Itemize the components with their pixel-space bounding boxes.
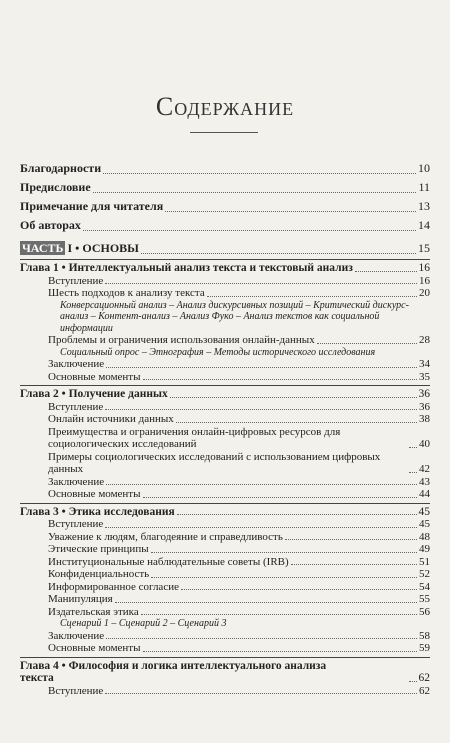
table-of-contents <box>20 160 430 697</box>
toc-section[interactable]: Преимущества и ограничения онлайн-цифровых ресурсов для социологических исследований 40 <box>48 425 430 450</box>
toc-section[interactable]: Шесть подходов к анализу текста 20 <box>48 287 430 299</box>
toc-section[interactable]: Издательская этика 56 <box>48 605 430 618</box>
toc-section[interactable]: Информированное согласие 54 <box>48 580 430 593</box>
toc-section[interactable]: Основные моменты 35 <box>48 370 430 383</box>
separator <box>20 385 430 386</box>
toc-subtopics: Сценарий 1 – Сценарий 2 – Сценарий 3 <box>60 618 227 629</box>
toc-section[interactable]: Онлайн источники данных 38 <box>48 413 430 425</box>
toc-section[interactable]: Вступление 45 <box>48 518 430 530</box>
toc-part-1[interactable]: ЧАСТЬ I • ОСНОВЫ 15 <box>22 241 430 255</box>
toc-section[interactable]: Манипуляция 55 <box>48 593 430 605</box>
toc-entry-about-authors[interactable]: Об авторах 14 <box>20 218 430 232</box>
toc-section[interactable]: Вступление 16 <box>48 274 430 287</box>
toc-chapter-1[interactable]: Глава 1 • Интеллектуальный анализ текста и текстовый анализ 16 <box>20 262 430 274</box>
toc-chapter-4[interactable]: Глава 4 • Философия и логика интеллектуального анализа текста 62 <box>20 659 430 684</box>
separator <box>20 657 430 658</box>
toc-section[interactable]: Основные моменты 44 <box>48 488 430 500</box>
separator <box>20 259 430 260</box>
toc-section[interactable]: Вступление 36 <box>48 400 430 413</box>
toc-section[interactable]: Конфиденциальность 52 <box>48 568 430 580</box>
toc-section[interactable]: Заключение 43 <box>48 475 430 488</box>
toc-subtopics: Конверсационный анализ – Анализ дискурсивных позиций – Критический дискурс-анализ – Контент-анализ – Анализ Фуко – Анализ текстов как социальной информации <box>60 299 409 334</box>
toc-subtopics: Социальный опрос – Этнография – Методы исторического исследования <box>60 346 376 358</box>
toc-entry-acknowledgements[interactable]: Благодарности 10 <box>20 161 430 175</box>
toc-section[interactable]: Основные моменты 59 <box>48 642 430 654</box>
title-rule <box>190 132 258 133</box>
toc-chapter-2[interactable]: Глава 2 • Получение данных 36 <box>20 388 430 400</box>
part-label: ЧАСТЬ <box>22 241 64 255</box>
separator <box>20 503 430 504</box>
toc-section[interactable]: Этические принципы 49 <box>48 543 430 555</box>
toc-section[interactable]: Примеры социологических исследований с использованием цифровых данных 42 <box>48 450 430 475</box>
toc-section[interactable]: Институциональные наблюдательные советы (IRB) 51 <box>48 555 430 568</box>
toc-entry-preface[interactable]: Предисловие 11 <box>20 180 430 194</box>
page-title: Содержание <box>155 92 295 121</box>
toc-section[interactable]: Вступление 62 <box>48 684 430 697</box>
toc-entry-note-to-reader[interactable]: Примечание для читателя 13 <box>20 199 430 213</box>
toc-section[interactable]: Заключение 34 <box>48 358 430 370</box>
toc-chapter-3[interactable]: Глава 3 • Этика исследования 45 <box>20 505 430 518</box>
toc-section[interactable]: Заключение 58 <box>48 629 430 642</box>
toc-section[interactable]: Проблемы и ограничения использования онлайн-данных 28 <box>48 334 430 346</box>
toc-section[interactable]: Уважение к людям, благодеяние и справедливость 48 <box>48 530 430 543</box>
